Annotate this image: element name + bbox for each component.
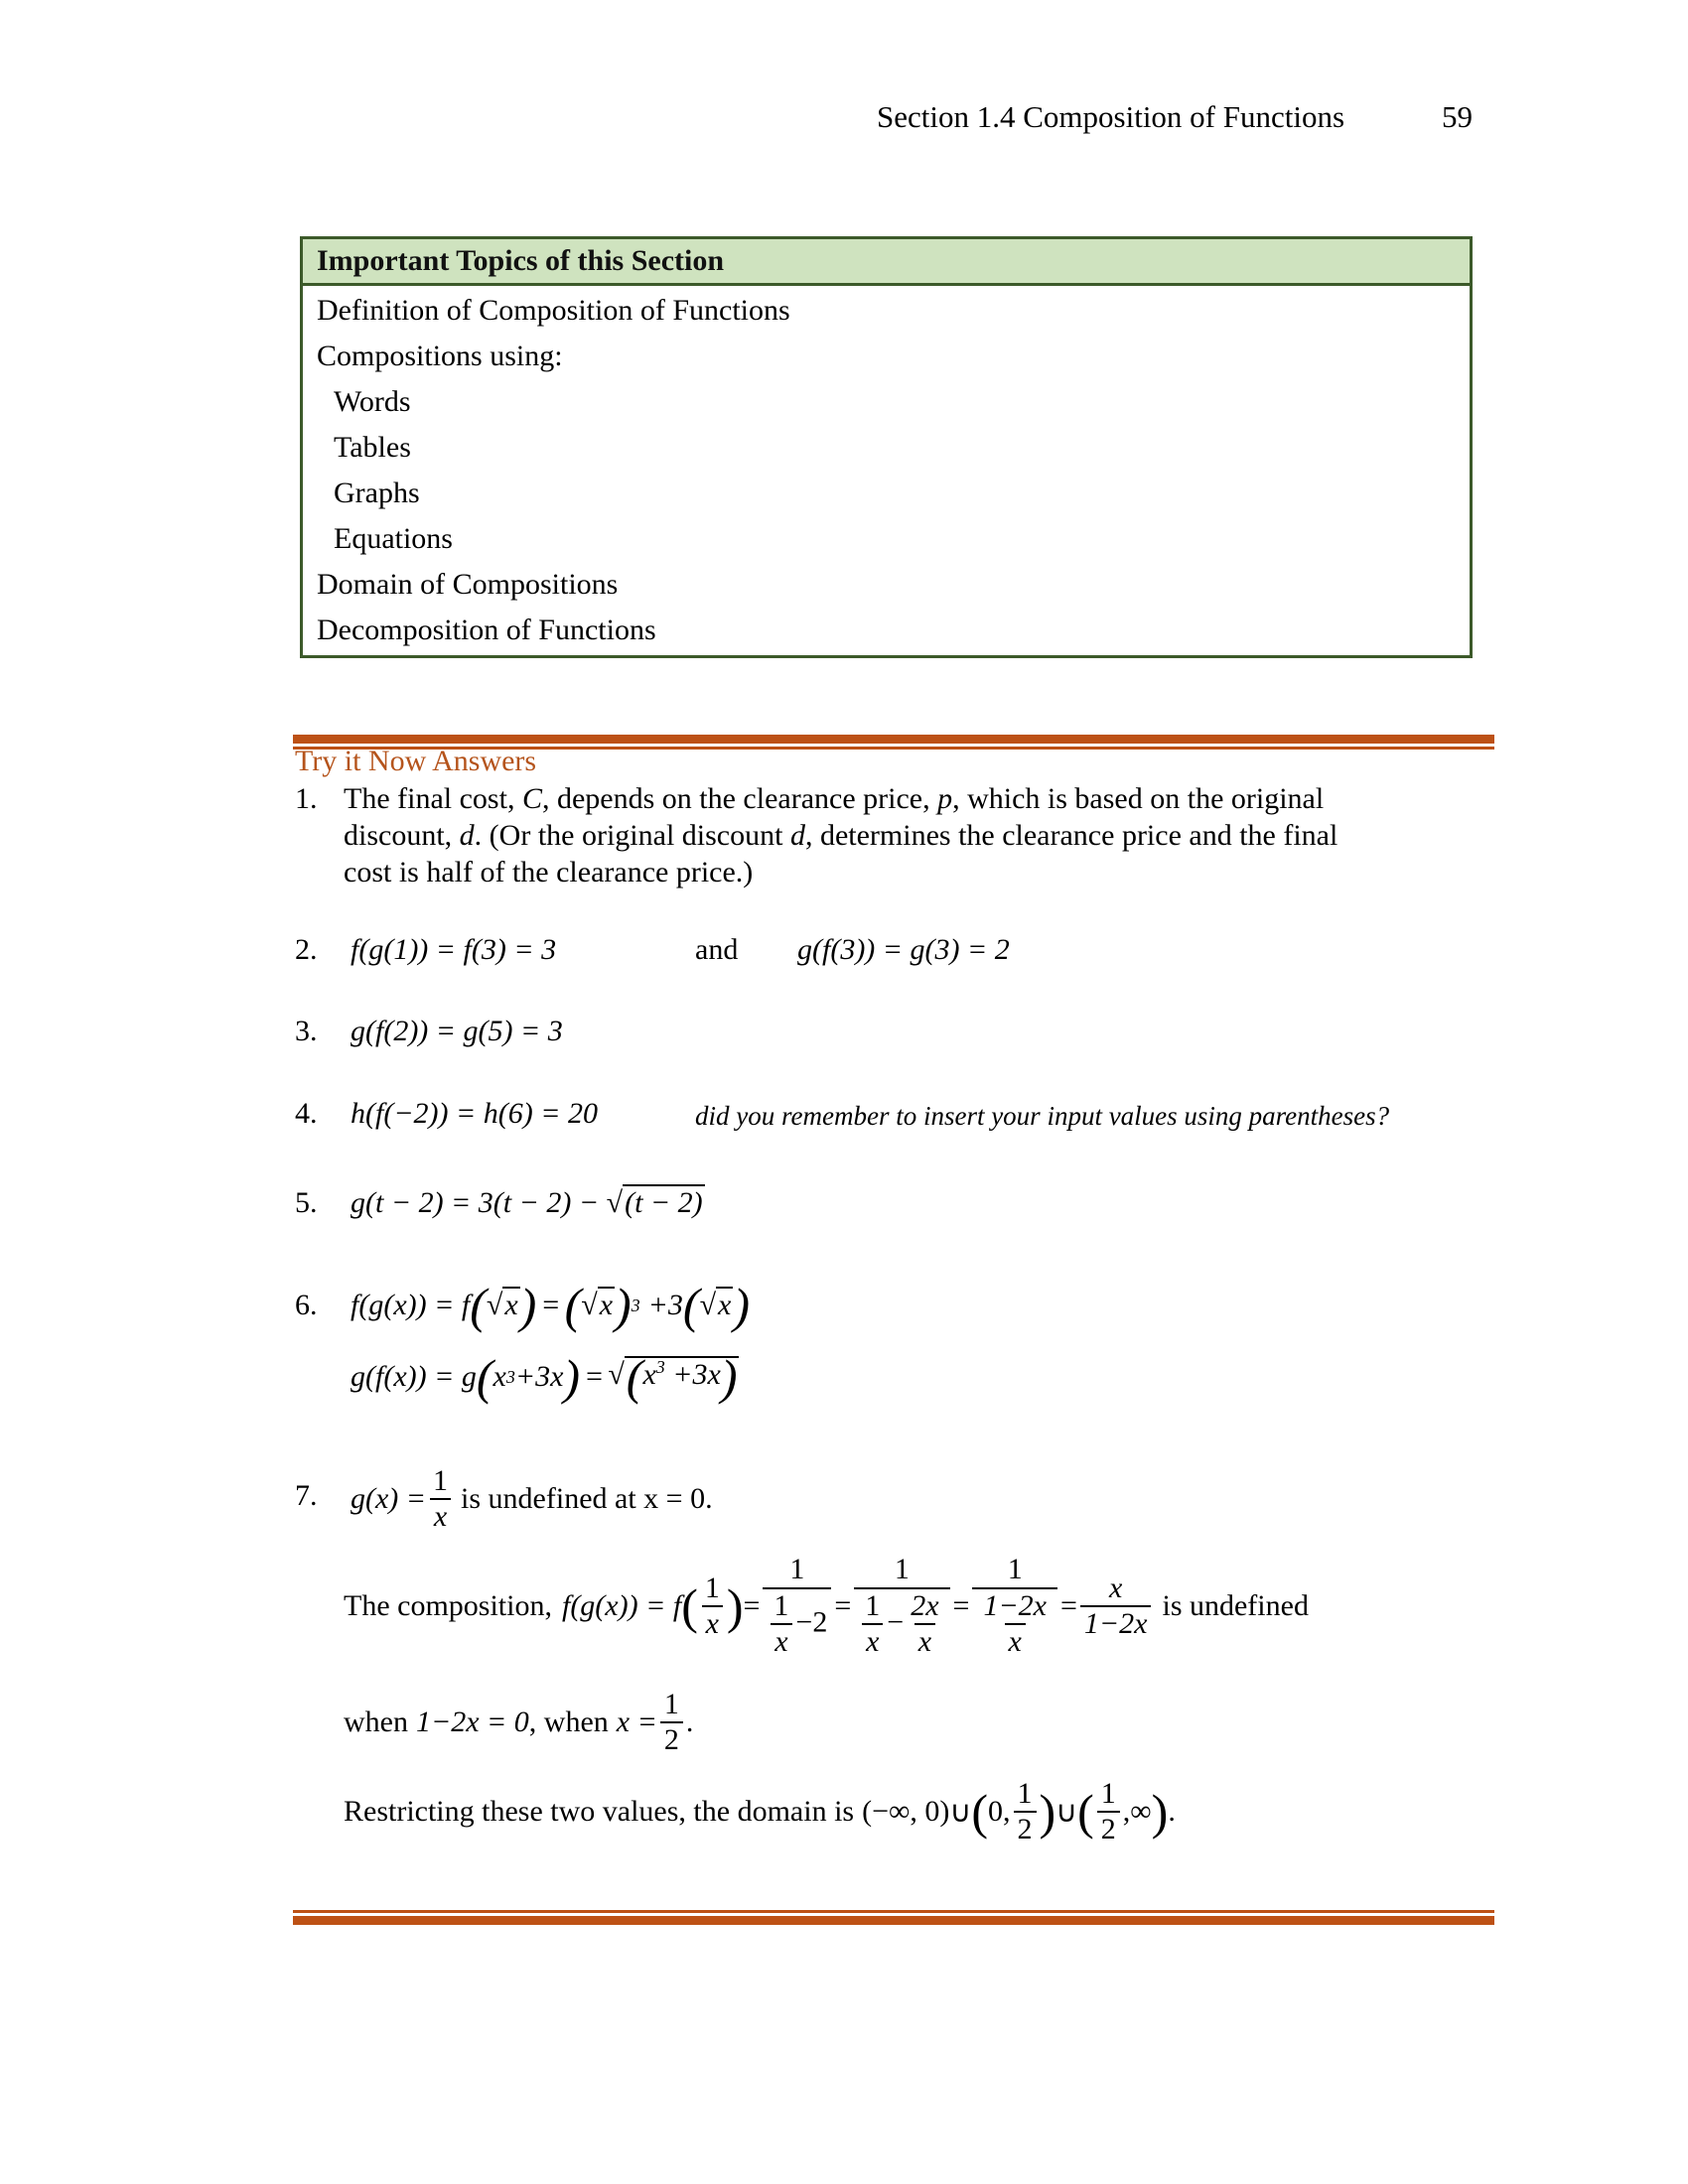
section-divider-thin-bottom xyxy=(293,1910,1494,1913)
topic-subitem: Tables xyxy=(334,431,411,464)
answer-7-line-1: g(x) = $\frac{1}{x}$ is undefined at x = 0. xyxy=(351,1463,713,1533)
running-header-section: Section 1.4 Composition of Functions xyxy=(877,99,1345,134)
answer-1-line-1: The final cost, C, depends on the clearance price, p, which is based on the original xyxy=(344,782,1325,815)
topics-box-header xyxy=(303,239,1470,286)
answer-6-line-1: f(g(x)) = f ( √x ) = ( √x ) 3 +3 ( √x ) xyxy=(351,1278,751,1333)
domain-interval-1: (−∞, 0) xyxy=(862,1795,950,1828)
page-number: 59 xyxy=(1442,99,1473,134)
sqrt-symbol: √(t − 2) xyxy=(606,1186,703,1219)
answer-1-line-3: cost is half of the clearance price.) xyxy=(344,856,754,888)
answer-2-expression-1: f(g(1)) = f(3) = 3 xyxy=(351,933,557,966)
answer-1-line-2: discount, d. (Or the original discount d, determines the clearance price and the final xyxy=(344,819,1338,852)
topic-subitem: Words xyxy=(334,385,411,418)
topic-subitem: Equations xyxy=(334,522,453,555)
answer-4-note: did you remember to insert your input values using parentheses? xyxy=(695,1101,1390,1131)
answer-2-connector: and xyxy=(695,933,739,966)
answer-7-when-line: when 1−2x = 0 , when x = $\frac{1}{2}$ . xyxy=(344,1687,694,1756)
answer-6-line-2: g(f(x)) = g ( x 3 +3x ) = $√(x^3 +3x)$ xyxy=(351,1349,738,1405)
answer-7-composition: The composition, f(g(x)) = f ( $\frac{1}{x}$ ) = 1 $\frac{1}{x}$ −2 = 1 $\frac{1}{x}$ − $\frac{2x}{x}$ = $\frac{1}{\frac{1-2x}{x}}$ = $\frac{x}{1-2x}$ is undefined xyxy=(344,1553,1309,1659)
answer-5-expression: g(t − 2) = 3(t − 2) − √(t − 2) xyxy=(351,1186,703,1219)
answer-number: 1. xyxy=(295,782,318,815)
answer-number: 3. xyxy=(295,1015,318,1047)
topic-subitem: Graphs xyxy=(334,477,420,509)
topic-item: Definition of Composition of Functions xyxy=(317,294,790,327)
try-it-now-answers-title: Try it Now Answers xyxy=(295,745,537,777)
topics-box-title: Important Topics of this Section xyxy=(317,244,725,277)
answer-number: 5. xyxy=(295,1186,318,1219)
answer-number: 2. xyxy=(295,933,318,966)
answer-3-expression: g(f(2)) = g(5) = 3 xyxy=(351,1015,563,1047)
topic-item: Decomposition of Functions xyxy=(317,614,656,646)
topic-item: Compositions using: xyxy=(317,340,563,372)
important-topics-box xyxy=(300,236,1473,658)
answer-number: 7. xyxy=(295,1479,318,1512)
answer-7-domain-line: Restricting these two values, the domain is (−∞, 0) ∪ ( 0, $\frac{1}{2}$ ) ∪ ( $\frac{1}{2}$ ,∞ ) . xyxy=(344,1776,1176,1845)
answer-4-expression: h(f(−2)) = h(6) = 20 xyxy=(351,1097,599,1130)
answer-number: 6. xyxy=(295,1289,318,1321)
answer-number: 4. xyxy=(295,1097,318,1130)
section-divider-thick xyxy=(293,735,1494,744)
answer-2-expression-2: g(f(3)) = g(3) = 2 xyxy=(797,933,1010,966)
topic-item: Domain of Compositions xyxy=(317,568,619,601)
section-divider-thick-bottom xyxy=(293,1916,1494,1925)
